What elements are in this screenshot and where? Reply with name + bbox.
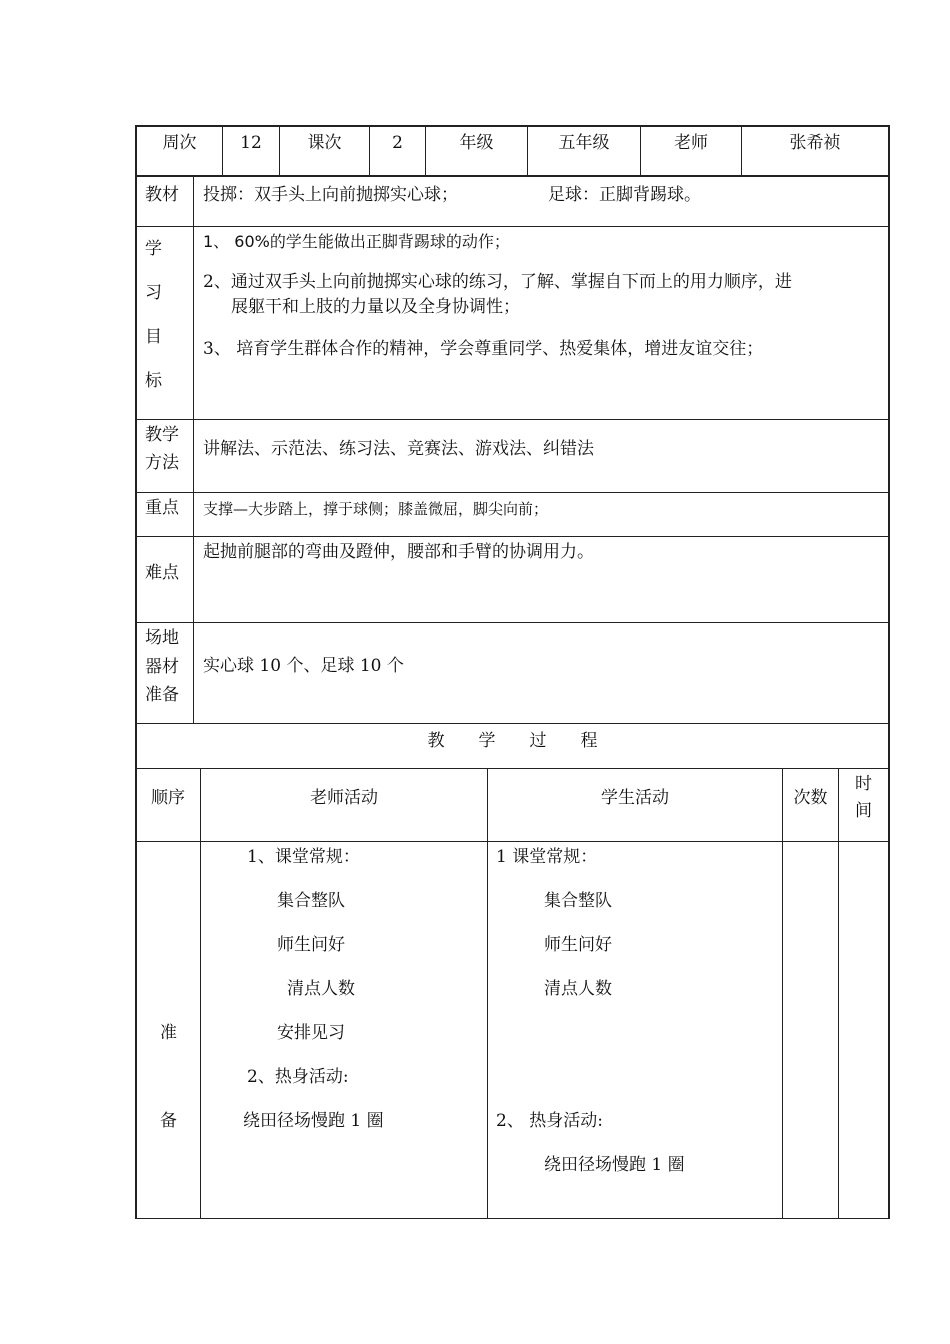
methods-text: 讲解法、示范法、练习法、竞赛法、游戏法、纠错法 (203, 439, 594, 459)
goals-label-char: 目 (145, 327, 162, 347)
goals-label-char: 标 (145, 371, 162, 391)
venue-label-line2: 器材 (145, 657, 179, 677)
lesson-value: 2 (392, 133, 403, 153)
week-label: 周次 (162, 133, 197, 153)
section-label-char: 准 (160, 1023, 177, 1043)
key-point-text: 支撑—大步踏上，撑于球侧；膝盖微屈，脚尖向前； (203, 500, 549, 518)
teacher-step: 2、热身活动: (247, 1067, 349, 1087)
process-title: 教 学 过 程 (427, 731, 598, 751)
difficulty-label: 难点 (145, 563, 179, 583)
material-text-1: 投掷：双手头上向前抛掷实心球； (203, 185, 458, 205)
key-point-label: 重点 (145, 498, 179, 518)
goal-item-2-cont: 展躯干和上肢的力量以及全身协调性； (231, 297, 520, 317)
teacher-step: 安排见习 (277, 1023, 345, 1043)
teacher-value: 张希祯 (789, 133, 841, 153)
venue-text: 实心球 10 个、足球 10 个 (203, 656, 404, 676)
material-text-2: 足球：正脚背踢球。 (548, 185, 701, 205)
difficulty-text: 起抛前腿部的弯曲及蹬伸，腰部和手臂的协调用力。 (203, 542, 594, 562)
teacher-step: 师生问好 (277, 935, 345, 955)
goals-label-char: 习 (145, 283, 162, 303)
col-times: 次数 (793, 788, 828, 808)
student-step: 绕田径场慢跑 1 圈 (544, 1155, 685, 1175)
student-step: 师生问好 (544, 935, 612, 955)
student-step: 集合整队 (544, 891, 612, 911)
student-step: 清点人数 (544, 979, 612, 999)
teacher-step: 清点人数 (287, 979, 355, 999)
grade-value: 五年级 (558, 133, 610, 153)
col-time-line1: 时 (855, 774, 872, 794)
venue-label-line1: 场地 (145, 628, 179, 648)
col-order: 顺序 (151, 788, 185, 808)
section-label-char: 备 (160, 1111, 177, 1131)
week-value: 12 (240, 133, 262, 153)
goal-item-1: 1、 60%的学生能做出正脚背踢球的动作； (203, 232, 510, 251)
goals-label-char: 学 (145, 239, 162, 259)
teacher-step: 绕田径场慢跑 1 圈 (243, 1111, 384, 1131)
col-teacher-activity: 老师活动 (310, 788, 378, 808)
lesson-label: 课次 (307, 133, 342, 153)
col-time-line2: 间 (855, 801, 872, 821)
methods-label-line1: 教学 (145, 425, 179, 445)
teacher-label: 老师 (674, 133, 708, 153)
material-label: 教材 (145, 185, 179, 205)
col-student-activity: 学生活动 (601, 788, 669, 808)
teacher-step: 1、课堂常规： (247, 847, 360, 867)
student-step: 1 课堂常规： (496, 847, 598, 867)
venue-label-line3: 准备 (145, 685, 179, 705)
student-step: 2、 热身活动: (496, 1111, 603, 1131)
goal-item-3: 3、 培育学生群体合作的精神，学会尊重同学、热爱集体，增进友谊交往； (203, 339, 764, 359)
grade-label: 年级 (459, 133, 494, 153)
goal-item-2: 2、通过双手头上向前抛掷实心球的练习，了解、掌握自下而上的用力顺序，进 (203, 272, 792, 292)
methods-label-line2: 方法 (145, 453, 179, 473)
teacher-step: 集合整队 (277, 891, 345, 911)
